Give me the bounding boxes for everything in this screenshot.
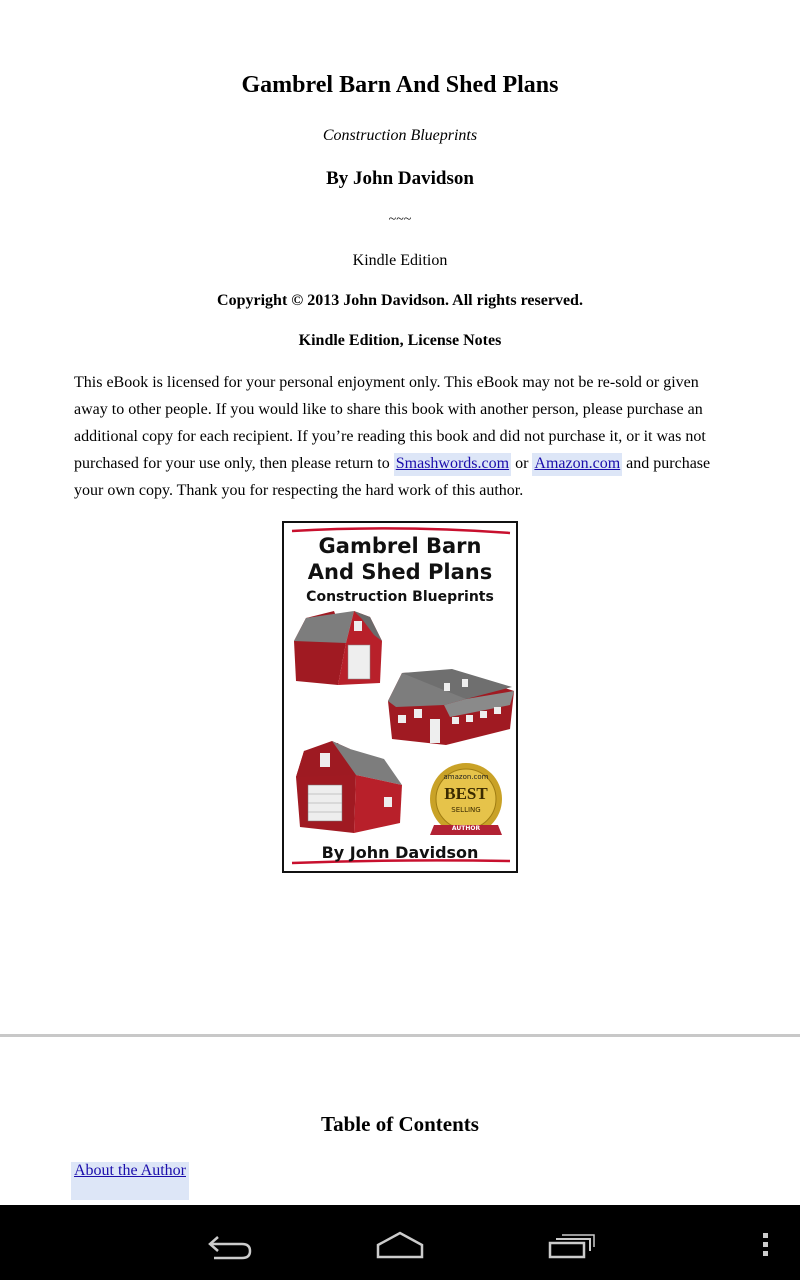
back-icon [200,1225,260,1265]
license-paragraph [74,369,730,504]
menu-button[interactable] [744,1225,788,1265]
recent-apps-button[interactable] [542,1225,602,1265]
toc-title: Table of Contents [321,1112,479,1136]
system-navigation-bar [0,1205,800,1280]
cover-title-line1: Gambrel Barn [318,534,482,558]
toc-link[interactable]: About the Author [74,1162,186,1179]
license-text-end: and purchase your own copy. Thank you for respecting the hard work of this author. [74,455,711,499]
badge-ribbon-text: AUTHOR [451,825,481,832]
badge-top-text: amazon.com [443,773,489,781]
license-heading: Kindle Edition, License Notes [298,332,502,349]
toc-item-about-the-author[interactable] [71,1162,189,1200]
page-divider [0,1034,800,1037]
copyright-notice: Copyright © 2013 John Davidson. All rights reserved. [217,292,583,309]
smashwords-link[interactable]: Smashwords.com [394,453,511,476]
barn-illustration-3 [296,741,402,833]
book-author: By John Davidson [326,168,474,189]
badge-main-text: BEST [444,784,488,803]
barn-illustration-1 [294,611,382,685]
book-title: Gambrel Barn And Shed Plans [241,72,559,98]
barn-illustration-2 [388,669,514,745]
badge-sub-text: SELLING [451,806,481,814]
back-button[interactable] [200,1225,260,1265]
license-text-start: This eBook is licensed for your personal enjoyment only. This eBook may not be re-sold or given away to other people. If you would like to share this book with another person, please purchase an additional copy for each recipient. If you’re reading this book and did not purchase it, or it was not purchased for your use only, then please return to [74,374,706,472]
separator: ~~~ [388,212,412,227]
cover-title-line2: And Shed Plans [307,560,493,584]
home-icon [370,1225,430,1265]
home-button[interactable] [370,1225,430,1265]
cover-subtitle: Construction Blueprints [306,589,494,605]
menu-icon [744,1225,788,1265]
or-text: or [515,455,529,472]
cover-author: By John Davidson [321,843,479,862]
book-subtitle: Construction Blueprints [322,127,478,144]
book-cover-image [282,521,518,873]
edition-label: Kindle Edition [352,252,448,269]
recent-apps-icon [542,1225,602,1265]
amazon-link[interactable]: Amazon.com [532,453,622,476]
